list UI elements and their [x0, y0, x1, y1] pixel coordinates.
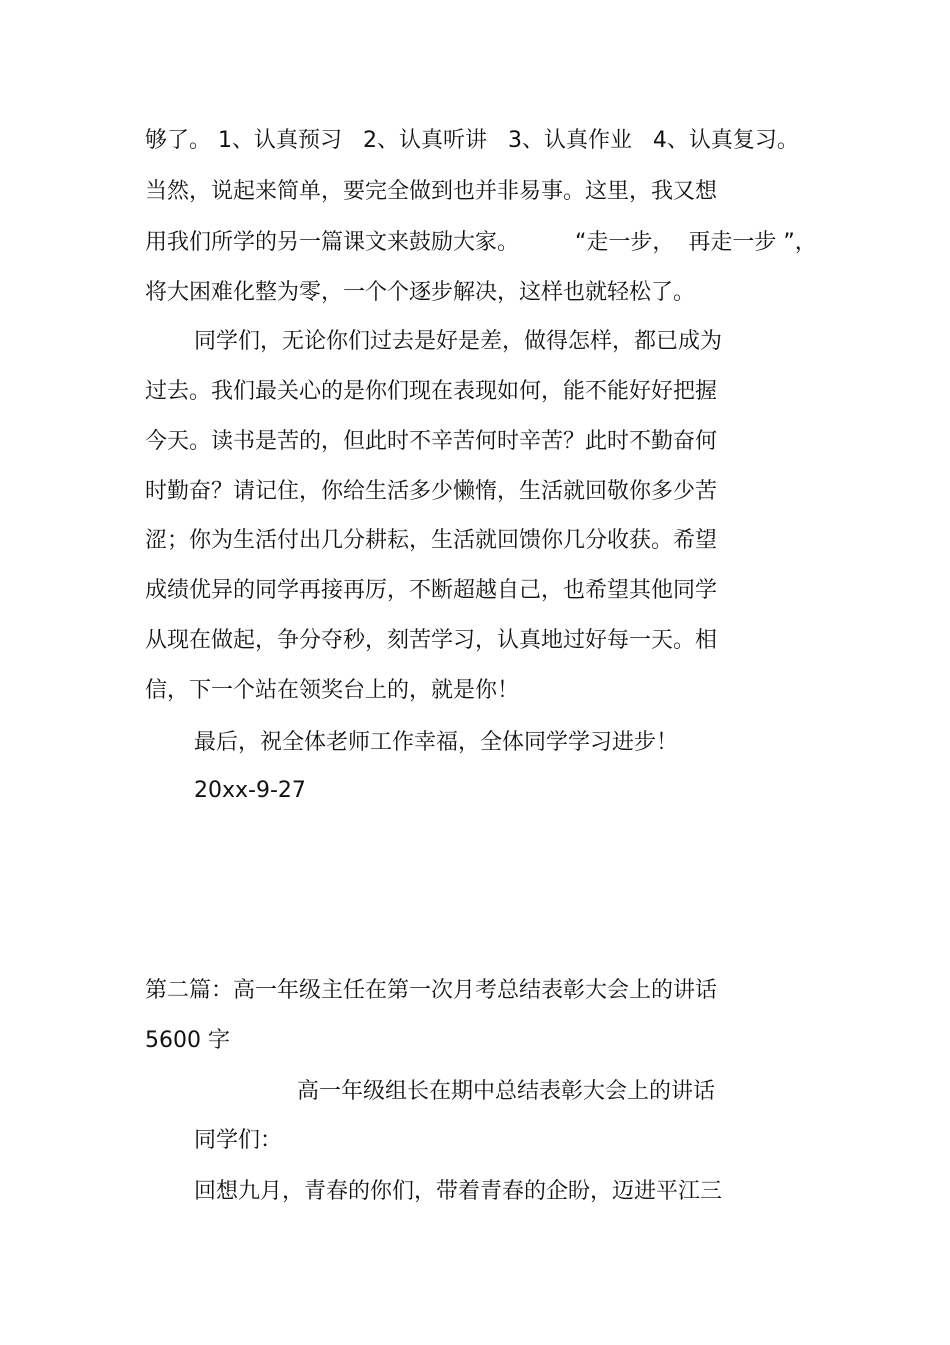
- paragraph-line: 信，下一个站在领奖台上的，就是你！: [145, 678, 520, 703]
- part2-heading: 第二篇：高一年级主任在第一次月考总结表彰大会上的讲话: [145, 978, 718, 1003]
- date-line: 20xx-9-27: [194, 778, 306, 803]
- salutation: 同学们：: [194, 1128, 283, 1153]
- paragraph-line: 将大困难化整为零，一个个逐步解决，这样也就轻松了。: [145, 280, 696, 305]
- paragraph-line: 过去。我们最关心的是你们现在表现如何，能不能好好把握: [145, 379, 718, 404]
- paragraph-line: 同学们，无论你们过去是好是差，做得怎样，都已成为: [194, 329, 723, 354]
- paragraph-line: 时勤奋？请记住，你给生活多少懒惰，生活就回敬你多少苦: [145, 479, 718, 504]
- paragraph-line: 从现在做起，争分夺秒，刻苦学习，认真地过好每一天。相: [145, 628, 718, 653]
- closing-line: 最后，祝全体老师工作幸福，全体同学学习进步！: [194, 730, 679, 755]
- paragraph-line: 成绩优异的同学再接再厉，不断超越自己，也希望其他同学: [145, 578, 718, 603]
- speech-title: 高一年级组长在期中总结表彰大会上的讲话: [297, 1079, 716, 1104]
- paragraph-line: 回想九月，青春的你们，带着青春的企盼，迈进平江三: [194, 1179, 723, 1204]
- part2-word-count: 5600 字: [145, 1028, 230, 1053]
- paragraph-line: 今天。读书是苦的，但此时不辛苦何时辛苦？此时不勤奋何: [145, 429, 718, 454]
- paragraph-line: 用我们所学的另一篇课文来鼓励大家。 “走一步， 再走一步 ”，: [145, 230, 817, 255]
- paragraph-line: 涩；你为生活付出几分耕耘，生活就回馈你几分收获。希望: [145, 528, 718, 553]
- paragraph-line: 当然，说起来简单，要完全做到也并非易事。这里，我又想: [145, 179, 718, 204]
- paragraph-line: 够了。 1、认真预习 2、认真听讲 3、认真作业 4、认真复习。: [145, 128, 799, 153]
